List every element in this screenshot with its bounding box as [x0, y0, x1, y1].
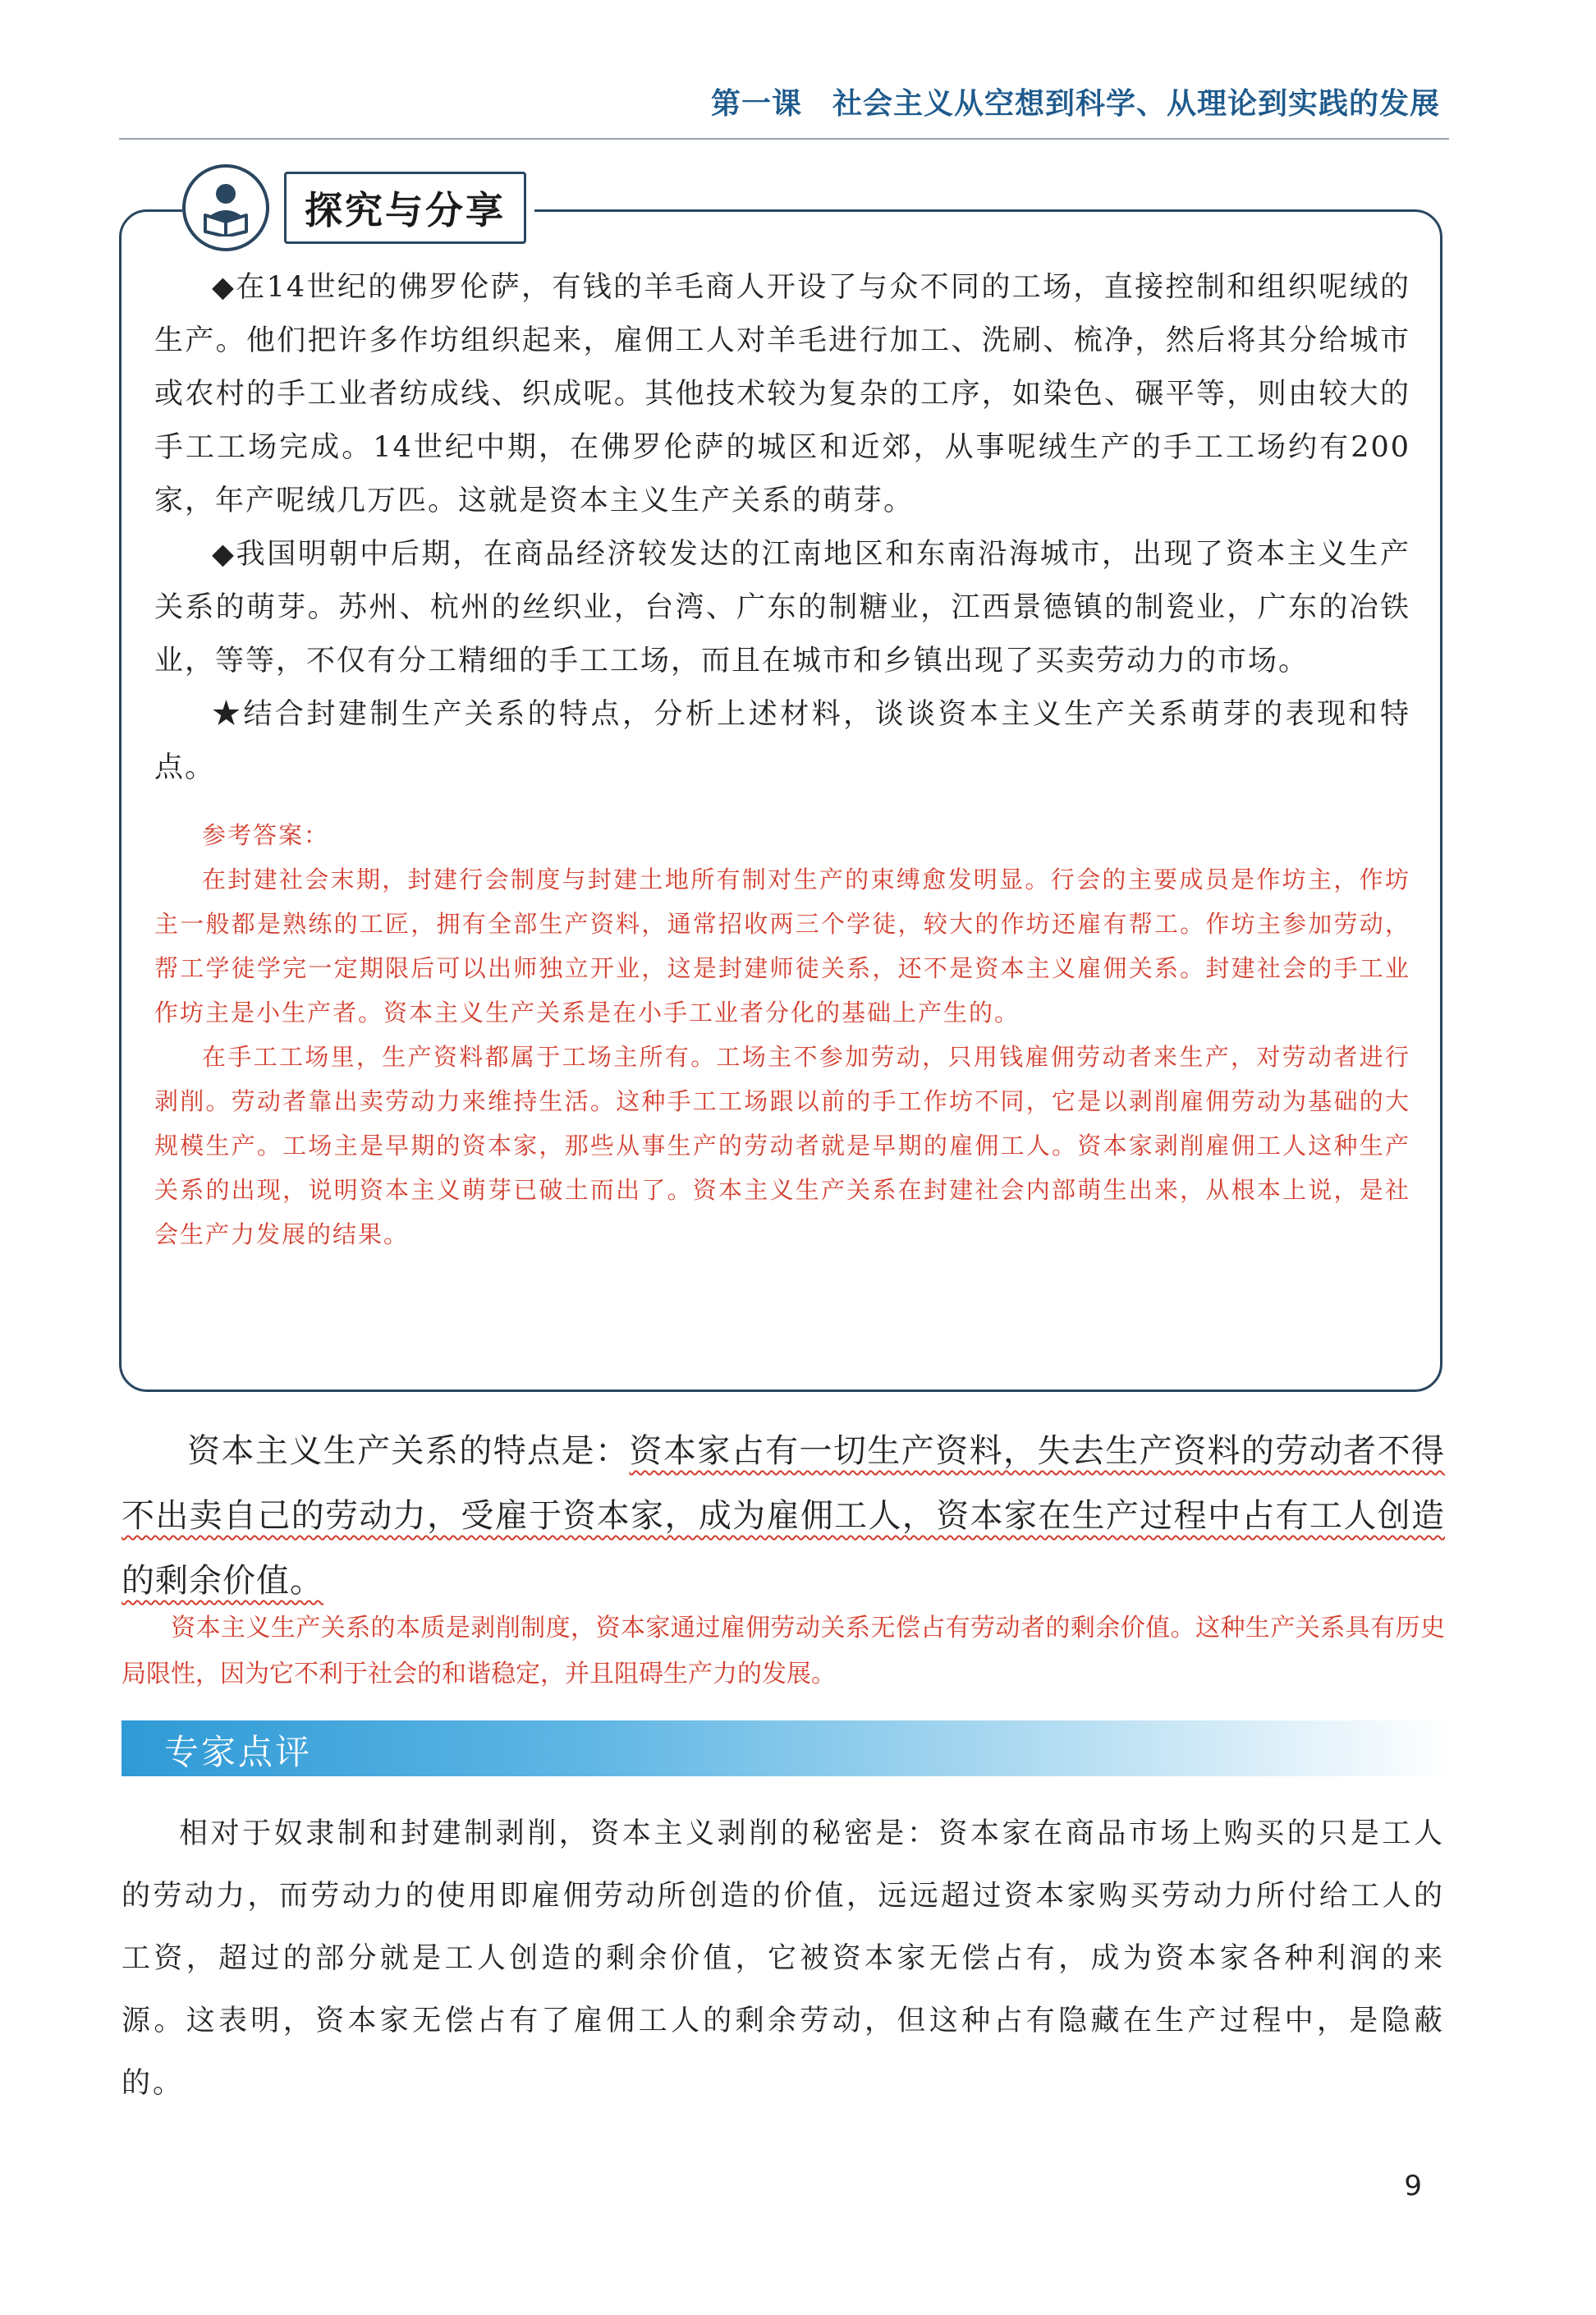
- expert-review-paragraph: 相对于奴隶制和封建制剥削，资本主义剥削的秘密是：资本家在商品市场上购买的只是工人的劳动力，而劳动力的使用即雇佣劳动所创造的价值，远远超过资本家购买劳动力所付给工人的工资，超过的部分就是工人创造的剩余价值，它被资本家无偿占有，成为资本家各种利润的来源。这表明，资本家无偿占有了雇佣工人的剩余劳动，但这种占有隐藏在生产过程中，是隐蔽的。: [122, 1817, 1445, 2100]
- answer-paragraph-2: 在手工工场里，生产资料都属于工场主所有。工场主不参加劳动，只用钱雇佣劳动者来生产，对劳动者进行剥削。劳动者靠出卖劳动力来维持生活。这种手工工场跟以前的手工作坊不同，它是以剥削雇佣劳动为基础的大规模生产。工场主是早期的资本家，那些从事生产的劳动者就是早期的雇佣工人。资本家剥削雇佣工人这种生产关系的出现，说明资本主义萌芽已破土而出了。资本主义生产关系在封建社会内部萌生出来，从根本上说，是社会生产力发展的结果。: [154, 1043, 1410, 1248]
- question-paragraph: ★结合封建制生产关系的特点，分析上述材料，谈谈资本主义生产关系萌芽的表现和特点。: [154, 698, 1410, 784]
- key-point-paragraph: [122, 1419, 1445, 1614]
- key-point-underlined: 资本家占有一切生产资料，失去生产资料的劳动者不得不出卖自己的劳动力，受雇于资本家，成为雇佣工人，资本家在生产过程中占有工人创造的剩余价值。: [122, 1432, 1446, 1600]
- answer-title: 参考答案：: [202, 821, 330, 849]
- chapter-title: 第一课 社会主义从空想到科学、从理论到实践的发展: [710, 87, 1440, 121]
- reference-answer: [154, 813, 1410, 1256]
- explore-share-label: 探究与分享: [284, 172, 526, 244]
- key-point-lead: 资本主义生产关系的特点是：: [187, 1432, 630, 1470]
- expert-review-content: [122, 1803, 1445, 2115]
- page-number: 9: [1404, 2170, 1422, 2202]
- expert-review-title: 专家点评: [164, 1732, 313, 1772]
- annotation-note: [122, 1605, 1445, 1697]
- annotation-note-text: 资本主义生产关系的本质是剥削制度，资本家通过雇佣劳动关系无偿占有劳动者的剩余价值。这种生产关系具有历史局限性，因为它不利于社会的和谐稳定，并且阻碍生产力的发展。: [122, 1614, 1445, 1688]
- student-reading-icon: [182, 164, 269, 251]
- explore-share-tag: [182, 164, 534, 251]
- material-paragraph-ming: ◆我国明朝中后期，在商品经济较发达的江南地区和东南沿海城市，出现了资本主义生产关系的萌芽。苏州、杭州的丝织业，台湾、广东的制糖业，江西景德镇的制瓷业，广东的冶铁业，等等，不仅有分工精细的手工工场，而且在城市和乡镇出现了买卖劳动力的市场。: [154, 538, 1410, 678]
- key-point-section: [122, 1419, 1445, 1614]
- material-paragraph-florence: ◆在14世纪的佛罗伦萨，有钱的羊毛商人开设了与众不同的工场，直接控制和组织呢绒的生产。他们把许多作坊组织起来，雇佣工人对羊毛进行加工、洗刷、梳净，然后将其分给城市或农村的手工业者纺成线、织成呢。其他技术较为复杂的工序，如染色、碾平等，则由较大的手工工场完成。14世纪中期，在佛罗伦萨的城区和近郊，从事呢绒生产的手工工场约有200家，年产呢绒几万匹。这就是资本主义生产关系的萌芽。: [154, 271, 1410, 517]
- header-divider: [119, 138, 1449, 140]
- expert-review-bar: [122, 1720, 1452, 1776]
- answer-paragraph-1: 在封建社会末期，封建行会制度与封建土地所有制对生产的束缚愈发明显。行会的主要成员是作坊主，作坊主一般都是熟练的工匠，拥有全部生产资料，通常招收两三个学徒，较大的作坊还雇有帮工。作坊主参加劳动，帮工学徒学完一定期限后可以出师独立开业，这是封建师徒关系，还不是资本主义雇佣关系。封建社会的手工业作坊主是小生产者。资本主义生产关系是在小手工业者分化的基础上产生的。: [154, 866, 1410, 1027]
- explore-content: [154, 261, 1410, 1256]
